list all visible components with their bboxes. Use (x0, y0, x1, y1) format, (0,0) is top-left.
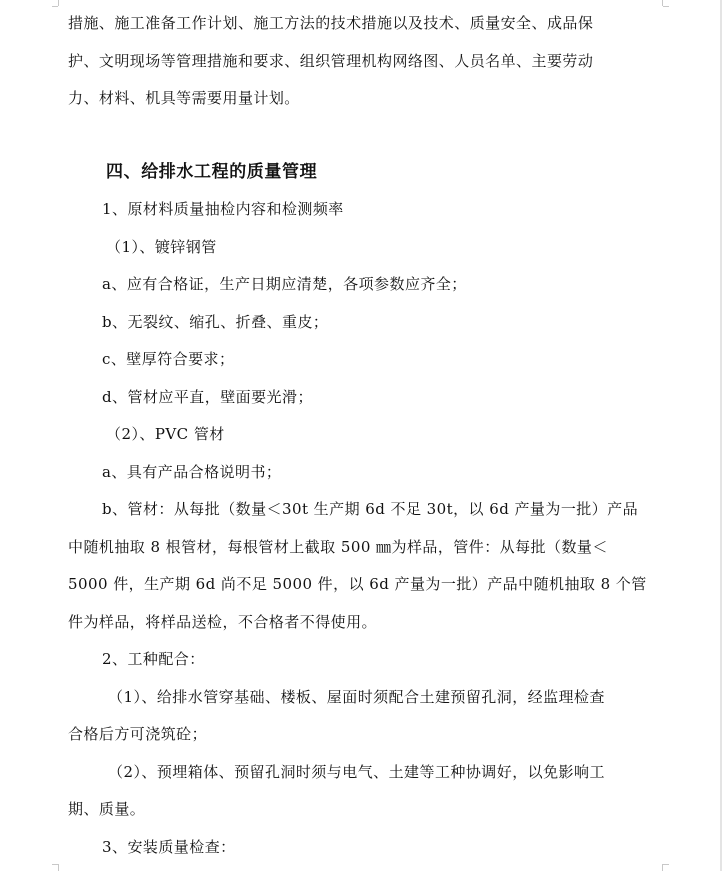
section-heading: 四、给排水工程的质量管理 (106, 161, 318, 182)
paragraph-line: 5000 件，生产期 6d 尚不足 5000 件，以 6d 产量为一批）产品中随机抽取 8 个管 (68, 575, 647, 593)
item-title: 2、工种配合： (102, 650, 205, 668)
subitem-title: （1）、镀锌钢管 (106, 237, 217, 256)
crop-mark-top-right (663, 6, 669, 7)
subitem-title: （2）、PVC 管材 (106, 425, 225, 443)
paragraph-line: （1）、给排水管穿基础、楼板、屋面时须配合土建预留孔洞，经监理检查 (108, 687, 605, 706)
crop-mark-bottom-left (58, 864, 59, 871)
crop-mark-top-left (58, 0, 59, 6)
paragraph-line: 期、质量。 (68, 800, 146, 818)
paragraph-line: b、管材：从每批（数量＜30t 生产期 6d 不足 30t，以 6d 产量为一批）产品 (102, 500, 639, 518)
list-item: a、应有合格证，生产日期应清楚，各项参数应齐全； (102, 275, 467, 293)
paragraph-line: 件为样品，将样品送检，不合格者不得使用。 (68, 612, 378, 631)
intro-line: 力、材料、机具等需要用量计划。 (68, 89, 300, 107)
crop-mark-bottom-right (663, 864, 669, 865)
paragraph-spacer (68, 118, 648, 154)
document-body (68, 5, 648, 866)
list-item: c、壁厚符合要求； (102, 350, 235, 368)
item-title: 1、原材料质量抽检内容和检测频率 (102, 200, 344, 218)
list-item: d、管材应平直，壁面要光滑； (102, 387, 313, 406)
list-item: a、具有产品合格说明书； (102, 462, 282, 481)
intro-line: 措施、施工准备工作计划、施工方法的技术措施以及技术、质量安全、成品保 (68, 14, 594, 32)
intro-line: 护、文明现场等管理措施和要求、组织管理机构网络图、人员名单、主要劳动 (68, 51, 594, 70)
crop-mark-bottom-left (52, 864, 58, 865)
paragraph-line: （2）、预埋箱体、预留孔洞时须与电气、土建等工种协调好，以免影响工 (108, 762, 605, 781)
crop-mark-bottom-right (662, 864, 663, 871)
paragraph-line: 中随机抽取 8 根管材，每根管材上截取 500 ㎜为样品，管件：从每批（数量＜ (68, 537, 608, 556)
item-title: 3、安装质量检查： (102, 837, 236, 856)
paragraph-line: 合格后方可浇筑砼； (68, 725, 208, 743)
list-item: b、无裂纹、缩孔、折叠、重皮； (102, 312, 329, 331)
crop-mark-top-left (52, 6, 58, 7)
